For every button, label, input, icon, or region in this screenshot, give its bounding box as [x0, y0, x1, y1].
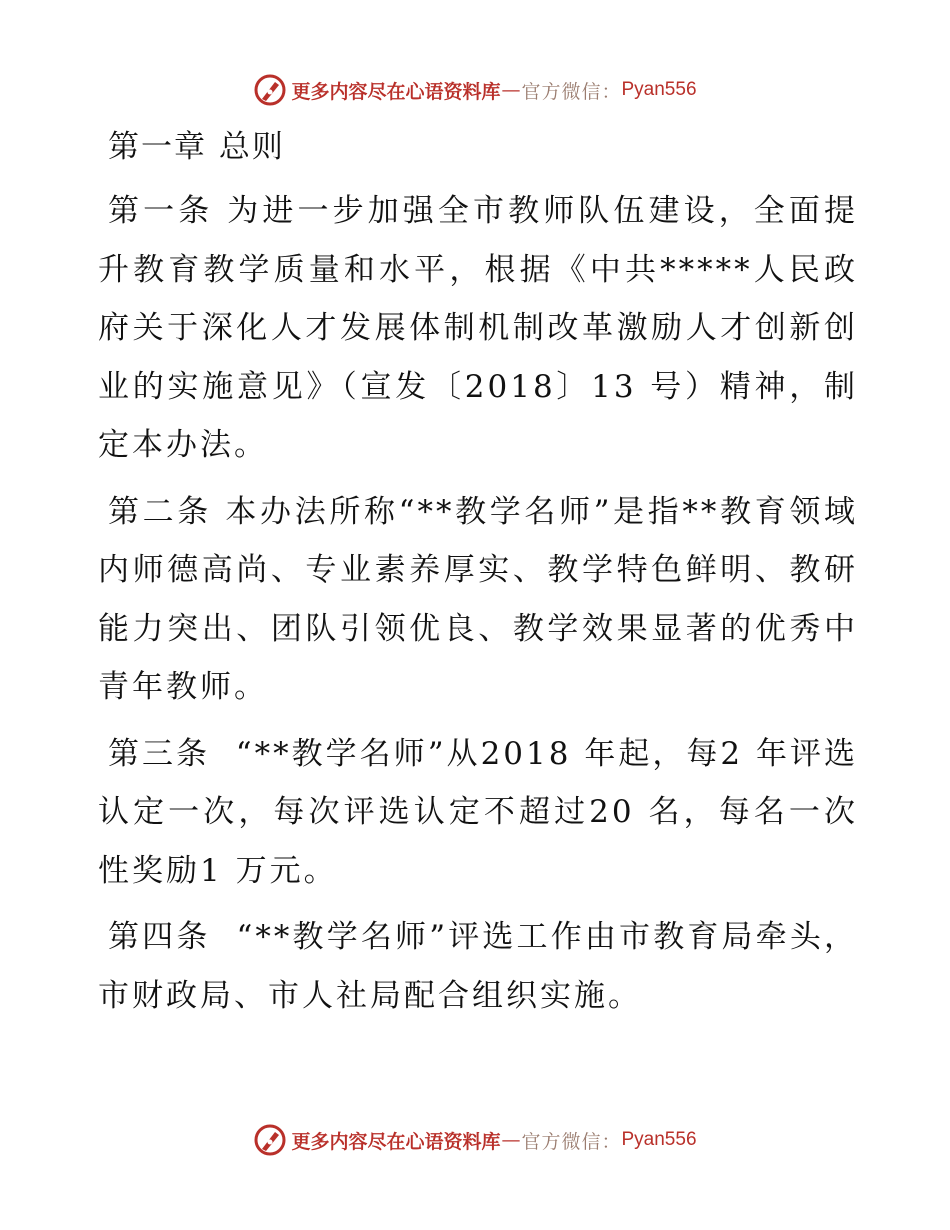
article-number: 第三条	[108, 735, 211, 772]
header-watermark-banner	[0, 70, 950, 110]
brand-name: 更多内容尽在心语资料库	[291, 1130, 501, 1153]
article-number: 第二条	[108, 493, 212, 530]
wechat-label: 官方微信：	[521, 1130, 622, 1153]
wechat-label: 官方微信：	[521, 80, 622, 103]
footer-watermark-banner	[0, 1120, 950, 1160]
banner-dash: —	[501, 1129, 521, 1151]
chapter-title: 第一章 总则	[108, 129, 285, 165]
article-text: “**教学名师”从2018 年起，每2 年评选认定一次，每次评选认定不超过20 名，每名一次性奖励1 万元。	[98, 735, 858, 889]
article-text: “**教学名师”评选工作由市教育局牵头，市财政局、市人社局配合组织实施。	[98, 919, 859, 1014]
pen-nib-logo-icon	[253, 73, 287, 107]
banner-dash: —	[501, 79, 521, 101]
document-body	[98, 118, 858, 1033]
article-4	[98, 908, 858, 1025]
article-3	[98, 725, 858, 901]
brand-name: 更多内容尽在心语资料库	[291, 80, 501, 103]
wechat-id: Pyan556	[621, 79, 697, 100]
article-text: 为进一步加强全市教师队伍建设，全面提升教育教学质量和水平，根据《中共*****人民政府关于深化人才发展体制机制改革激励人才创新创业的实施意见》（宣发〔2018〕13 号）精神，制定本办法。	[98, 193, 859, 463]
article-number: 第四条	[108, 919, 211, 955]
article-1	[98, 182, 858, 475]
pen-nib-logo-icon	[253, 1123, 287, 1157]
article-2	[98, 483, 858, 717]
wechat-id: Pyan556	[621, 1129, 697, 1150]
article-text: 本办法所称“**教学名师”是指**教育领域内师德高尚、专业素养厚实、教学特色鲜明、教研能力突出、团队引领优良、教学效果显著的优秀中青年教师。	[98, 493, 858, 705]
article-number: 第一条	[108, 193, 214, 229]
